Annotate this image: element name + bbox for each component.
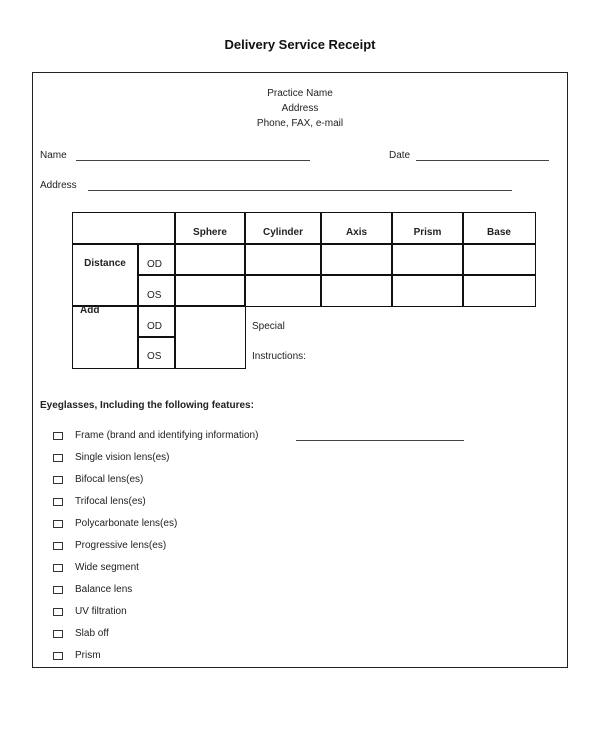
feature-item: Polycarbonate lens(es) — [75, 518, 178, 529]
checkbox[interactable] — [53, 652, 63, 660]
feature-item: Single vision lens(es) — [75, 452, 170, 463]
add-label: Add — [80, 305, 100, 316]
distance-od-axis[interactable] — [320, 243, 393, 276]
name-field[interactable] — [76, 160, 310, 161]
add-od-label: OD — [147, 321, 162, 332]
distance-os-sphere[interactable] — [174, 274, 246, 307]
distance-od-sphere[interactable] — [174, 243, 246, 276]
features-heading: Eyeglasses, Including the following features: — [40, 400, 254, 411]
feature-item: Progressive lens(es) — [75, 540, 167, 551]
distance-os-axis[interactable] — [320, 274, 393, 307]
add-os-label: OS — [147, 351, 162, 362]
feature-item: Trifocal lens(es) — [75, 496, 146, 507]
date-field[interactable] — [416, 160, 549, 161]
distance-od-cylinder[interactable] — [244, 243, 322, 276]
form-border — [32, 72, 568, 668]
feature-item: Bifocal lens(es) — [75, 474, 144, 485]
checkbox[interactable] — [53, 608, 63, 616]
address-field[interactable] — [88, 190, 512, 191]
distance-cell — [72, 243, 139, 307]
feature-frame: Frame (brand and identifying information) — [75, 430, 259, 441]
document-title: Delivery Service Receipt — [224, 37, 376, 52]
distance-od-prism[interactable] — [391, 243, 464, 276]
checkbox[interactable] — [53, 498, 63, 506]
feature-item: Slab off — [75, 628, 109, 639]
distance-os-prism[interactable] — [391, 274, 464, 307]
address-label: Address — [40, 180, 77, 191]
checkbox[interactable] — [53, 586, 63, 594]
practice-name: Practice Name — [267, 88, 333, 99]
checkbox[interactable] — [53, 432, 63, 440]
column-prism: Prism — [413, 227, 442, 238]
checkbox[interactable] — [53, 454, 63, 462]
distance-os-base[interactable] — [462, 274, 536, 307]
column-axis: Axis — [345, 227, 368, 238]
checkbox[interactable] — [53, 542, 63, 550]
name-label: Name — [40, 150, 67, 161]
distance-label: Distance — [84, 258, 126, 269]
feature-item: Balance lens — [75, 584, 133, 595]
column-cylinder: Cylinder — [262, 227, 303, 238]
distance-os-label: OS — [147, 290, 162, 301]
feature-item: UV filtration — [75, 606, 127, 617]
column-sphere: Sphere — [193, 227, 227, 238]
instructions-label: Instructions: — [252, 351, 306, 362]
distance-os-cylinder[interactable] — [244, 274, 322, 307]
column-base: Base — [487, 227, 511, 238]
table-corner-cell — [72, 212, 176, 245]
distance-od-base[interactable] — [462, 243, 536, 276]
frame-info-field[interactable] — [296, 440, 464, 441]
practice-address: Address — [281, 103, 319, 114]
distance-od-label: OD — [147, 259, 162, 270]
feature-item: Wide segment — [75, 562, 139, 573]
date-label: Date — [389, 150, 411, 161]
checkbox[interactable] — [53, 520, 63, 528]
checkbox[interactable] — [53, 564, 63, 572]
checkbox[interactable] — [53, 476, 63, 484]
checkbox[interactable] — [53, 630, 63, 638]
add-value[interactable] — [174, 305, 246, 369]
feature-item: Prism — [75, 650, 101, 661]
special-label: Special — [252, 321, 285, 332]
practice-contact: Phone, FAX, e-mail — [256, 118, 344, 129]
